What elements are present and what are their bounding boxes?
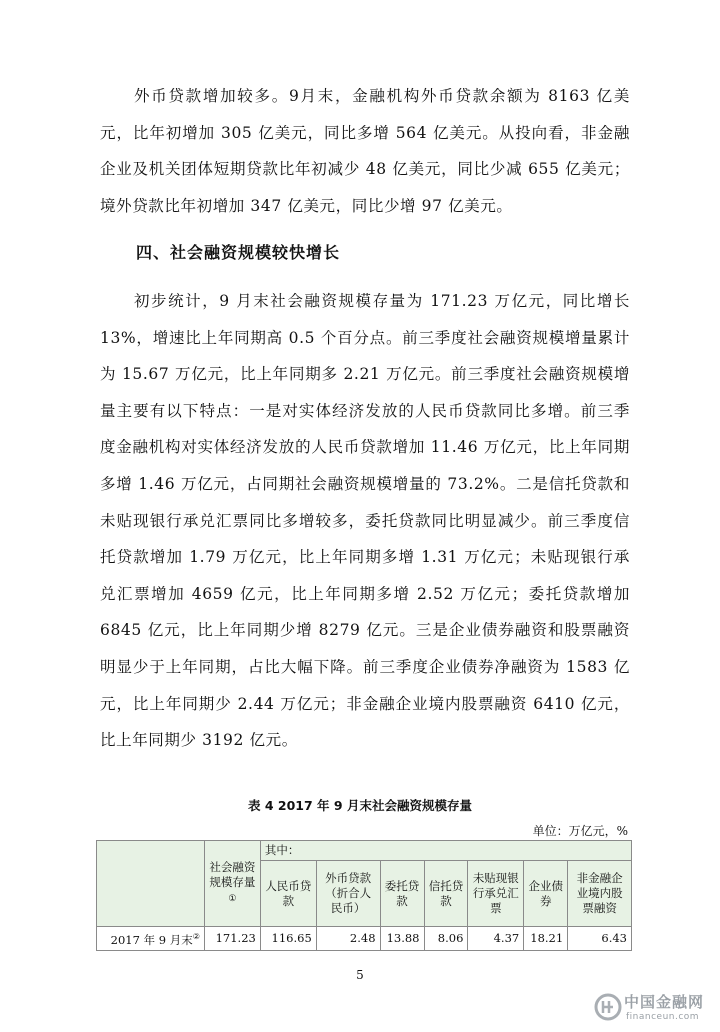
paragraph-social-financing: 初步统计，9 月末社会融资规模存量为 171.23 万亿元，同比增长 13%，增速比上年同期高 0.5 个百分点。前三季度社会融资规模增量累计为 15.67 万亿元，比上年同期多 2.21 万亿元。前三季度社会融资规模增量主要有以下特点：一是对实体经济发放的人民币贷款同比多增。前三季度金融机构对实体经济发放的人民币贷款增加 11.46 万亿元，比上年同期多增 1.46 万亿元，占同期社会融资规模增量的 73.2%。二是信托贷款和未贴现银行承兑汇票同比多增较多，委托贷款同比明显减少。前三季度信托贷款增加 1.79 万亿元，比上年同期多增 1.31 万亿元；未贴现银行承兑汇票增加 4659 亿元，比上年同期多增 2.52 万亿元；委托贷款增加 6845 亿元，比上年同期少增 8279 亿元。三是企业债券融资和股票融资明显少于上年同期，占比大幅下降。前三季度企业债券净融资为 1583 亿元，比上年同期少 2.44 万亿元；非金融企业境内股票融资 6410 亿元，比上年同期少 3192 亿元。 (100, 292, 630, 750)
watermark-logo-icon (594, 993, 622, 1021)
header-equity-financing: 非金融企业境内股票融资 (568, 861, 632, 927)
header-corporate-bonds: 企业债券 (524, 861, 568, 927)
row-label (97, 927, 205, 951)
table-caption: 表 4 2017 年 9 月末社会融资规模存量 (248, 798, 472, 813)
header-group-label: 其中： (260, 841, 631, 861)
header-entrusted-loans: 委托贷款 (380, 861, 424, 927)
cell-trust-loans: 8.06 (424, 927, 468, 951)
cell-foreign-loans: 2.48 (316, 927, 380, 951)
watermark-logo (590, 985, 720, 1032)
page-number: 5 (356, 968, 364, 982)
header-foreign-loans: 外币贷款（折合人民币） (316, 861, 380, 927)
cell-equity-financing: 6.43 (568, 927, 632, 951)
row-label-text: 2017 年 9 月末 (110, 932, 193, 947)
header-total-note: ① (228, 894, 237, 904)
cell-total: 171.23 (204, 927, 260, 951)
table-unit: 单位：万亿元，% (532, 824, 628, 838)
cell-corporate-bonds: 18.21 (524, 927, 568, 951)
header-total-label: 社会融资规模存量 (209, 860, 256, 889)
social-financing-table (96, 840, 632, 951)
header-trust-loans: 信托贷款 (424, 861, 468, 927)
table-corner-cell (97, 841, 205, 927)
watermark-name: 中国金融网 (624, 993, 705, 1011)
header-undiscounted-bills: 未贴现银行承兑汇票 (468, 861, 524, 927)
cell-undiscounted-bills: 4.37 (468, 927, 524, 951)
header-total (204, 841, 260, 927)
section-heading: 四、社会融资规模较快增长 (136, 243, 341, 262)
cell-entrusted-loans: 13.88 (380, 927, 424, 951)
row-label-note: ② (192, 932, 200, 941)
paragraph-foreign-loans: 外币贷款增加较多。9月末，金融机构外币贷款余额为 8163 亿美元，比年初增加 305 亿美元，同比多增 564 亿美元。从投向看，非金融企业及机关团体短期贷款比年初减少 48 亿美元，同比少减 655 亿美元；境外贷款比年初增加 347 亿美元，同比少增 97 亿美元。 (100, 87, 630, 215)
header-rmb-loans: 人民币贷款 (260, 861, 316, 927)
watermark-domain: financeun.com (626, 1012, 700, 1022)
cell-rmb-loans: 116.65 (260, 927, 316, 951)
